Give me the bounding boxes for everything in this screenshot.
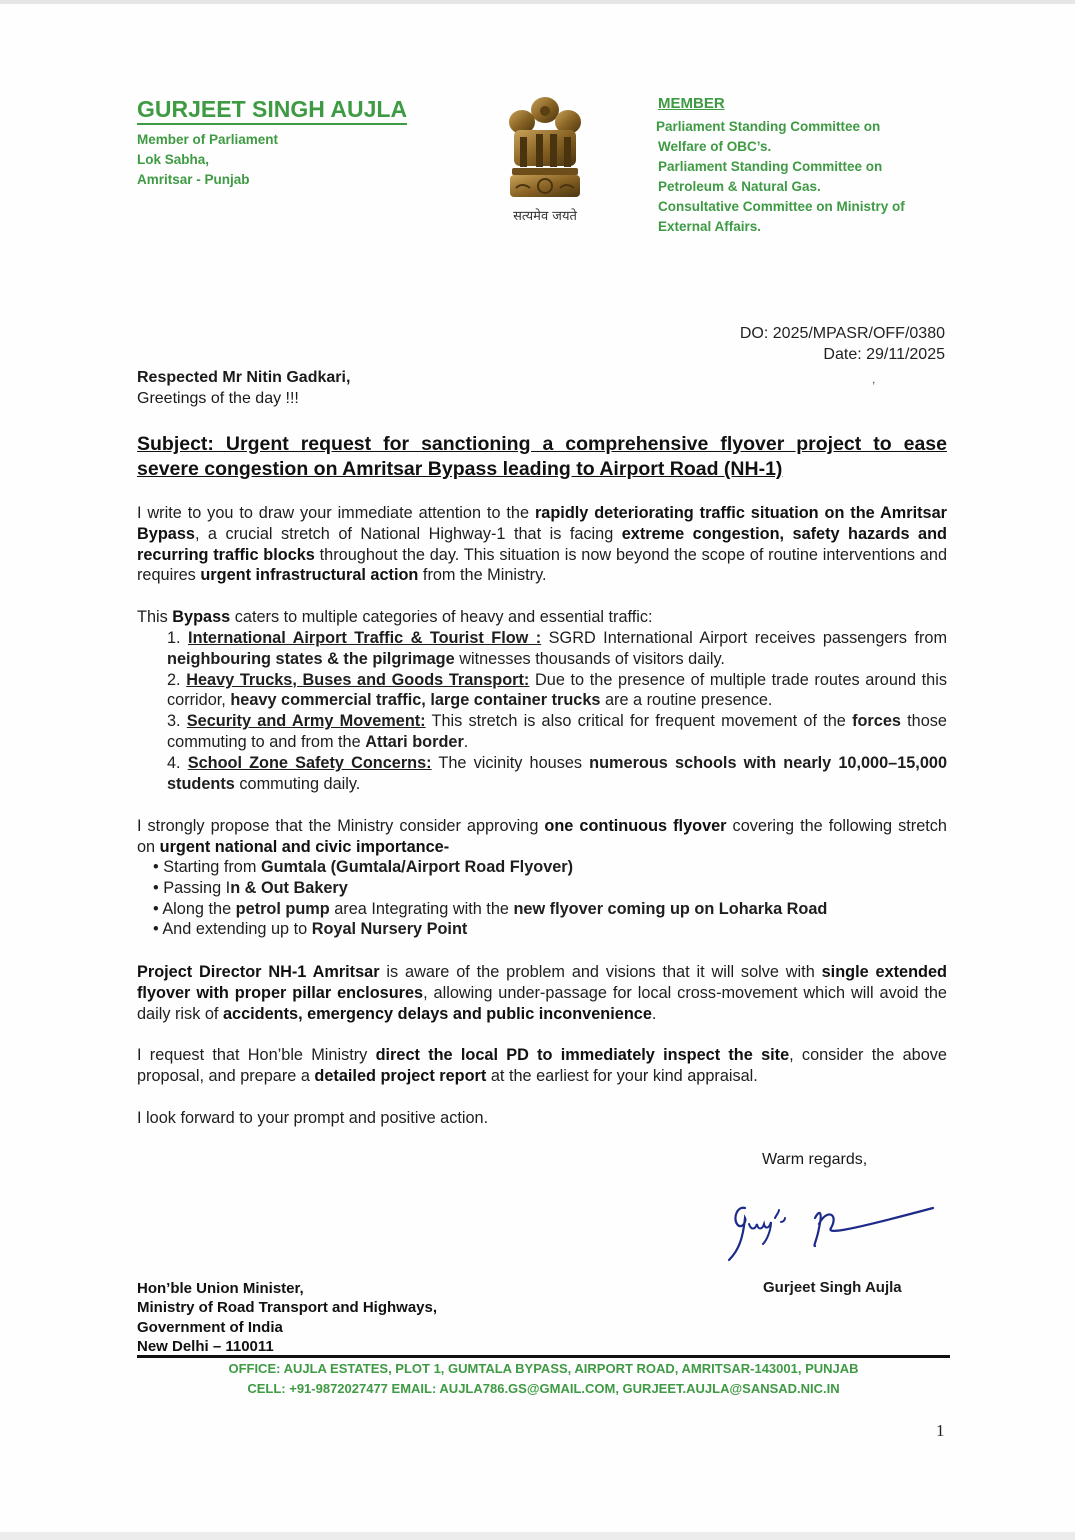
addressee: Respected Mr Nitin Gadkari, [137, 369, 351, 386]
top-edge-bar [0, 0, 1075, 4]
committee-list [656, 117, 905, 237]
footer-office: OFFICE: AUJLA ESTATES, PLOT 1, GUMTALA BYPASS, AIRPORT ROAD, AMRITSAR-143001, PUNJAB [228, 1361, 859, 1376]
letter-date: Date: 29/11/2025 [823, 346, 945, 363]
stray-mark: , [872, 372, 876, 386]
address-line: Ministry of Road Transport and Highways, [137, 1299, 438, 1317]
traffic-categories-list [167, 628, 947, 794]
closing-regards: Warm regards, [762, 1151, 868, 1168]
greeting: Greetings of the day !!! [137, 390, 299, 407]
page-number: 1 [936, 1421, 945, 1440]
committee-line: Consultative Committee on Ministry of [658, 199, 905, 214]
paragraph-bypass-intro: This Bypass caters to multiple categories of heavy and essential traffic: [137, 608, 653, 626]
committee-line: Parliament Standing Committee on [658, 159, 883, 174]
footer-divider [137, 1355, 950, 1358]
signature-icon [715, 1188, 945, 1268]
paragraph-request: I request that Hon’ble Ministry direct the local PD to immediately inspect the site, consider the above proposal, and prepare a detailed project report at the earliest for your kind appraisal. [137, 1046, 947, 1085]
paragraph-intro: I write to you to draw your immediate attention to the rapidly deteriorating traffic situation on the Amritsar Bypass, a crucial stretch of National Highway-1 that is facing extreme congestion, safety hazards and recurring traffic blocks throughout the day. This situation is now beyond the scope of routine interventions and requires urgent infrastructural action from the Ministry. [137, 504, 947, 585]
committee-line: Parliament Standing Committee on [656, 119, 881, 134]
salutation [137, 367, 350, 409]
letterhead-line: Lok Sabha, [137, 152, 210, 167]
paragraph-proposal: I strongly propose that the Ministry consider approving one continuous flyover covering the following stretch on urgent national and civic importance- [137, 817, 947, 856]
footer-cell-email: CELL: +91-9872027477 EMAIL: AUJLA786.GS@GMAIL.COM, GURJEET.AUJLA@SANSAD.NIC.IN [247, 1381, 840, 1396]
committee-line: Petroleum & Natural Gas. [658, 179, 821, 194]
emblem-motto: सत्यमेव जयते [513, 209, 577, 224]
committee-line: External Affairs. [658, 219, 762, 234]
list-item: • And extending up to Royal Nursery Point [153, 920, 468, 939]
address-line: Government of India [137, 1318, 283, 1336]
footer-contact [137, 1359, 950, 1399]
letterhead-line: Amritsar - Punjab [137, 172, 250, 187]
list-item: 4. School Zone Safety Concerns: The vicinity houses numerous schools with nearly 10,000–15,000 students commuting daily. [167, 753, 948, 793]
committee-line: Welfare of OBC’s. [658, 139, 772, 154]
signatory-name: Gurjeet Singh Aujla [763, 1279, 902, 1296]
recipient-address [137, 1279, 437, 1356]
reference-block [740, 323, 945, 365]
paragraph-closing: I look forward to your prompt and positive action. [137, 1109, 489, 1127]
route-points-list [153, 857, 953, 940]
bottom-edge-bar [0, 1532, 1075, 1540]
list-item: 2. Heavy Trucks, Buses and Goods Transport: Due to the presence of multiple trade routes around this corridor, heavy commercial traffic, large container trucks are a routine presence. [167, 670, 947, 710]
list-item: • Along the petrol pump area Integrating with the new flyover coming up on Loharka Road [153, 899, 828, 918]
address-line: Hon’ble Union Minister, [137, 1280, 304, 1297]
subject-line: Subject: Urgent request for sanctioning a comprehensive flyover project to ease severe congestion on Amritsar Bypass leading to Airport Road (NH-1) [137, 433, 947, 480]
list-item: 1. International Airport Traffic & Tourist Flow : SGRD International Airport receives passengers from neighbouring states & the pilgrimage witnesses thousands of visitors daily. [167, 629, 948, 668]
list-item: • Starting from Gumtala (Gumtala/Airport Road Flyover) [153, 858, 574, 876]
list-item: 3. Security and Army Movement: This stretch is also critical for frequent movement of the forces those commuting to and from the Attari border. [167, 712, 947, 751]
letterhead-line: Member of Parliament [137, 132, 279, 147]
letterhead-designation [137, 130, 278, 190]
paragraph-project-director: Project Director NH-1 Amritsar is aware of the problem and visions that it will solve with single extended flyover with proper pillar enclosures, allowing under-passage for local cross-movement which will avoid the daily risk of accidents, emergency delays and public inconvenience. [137, 963, 947, 1023]
letterhead-name: GURJEET SINGH AUJLA [137, 96, 407, 125]
list-item: • Passing In & Out Bakery [153, 878, 348, 897]
address-line: New Delhi – 110011 [137, 1337, 274, 1355]
do-number: DO: 2025/MPASR/OFF/0380 [739, 325, 945, 342]
member-heading: MEMBER [658, 95, 725, 112]
